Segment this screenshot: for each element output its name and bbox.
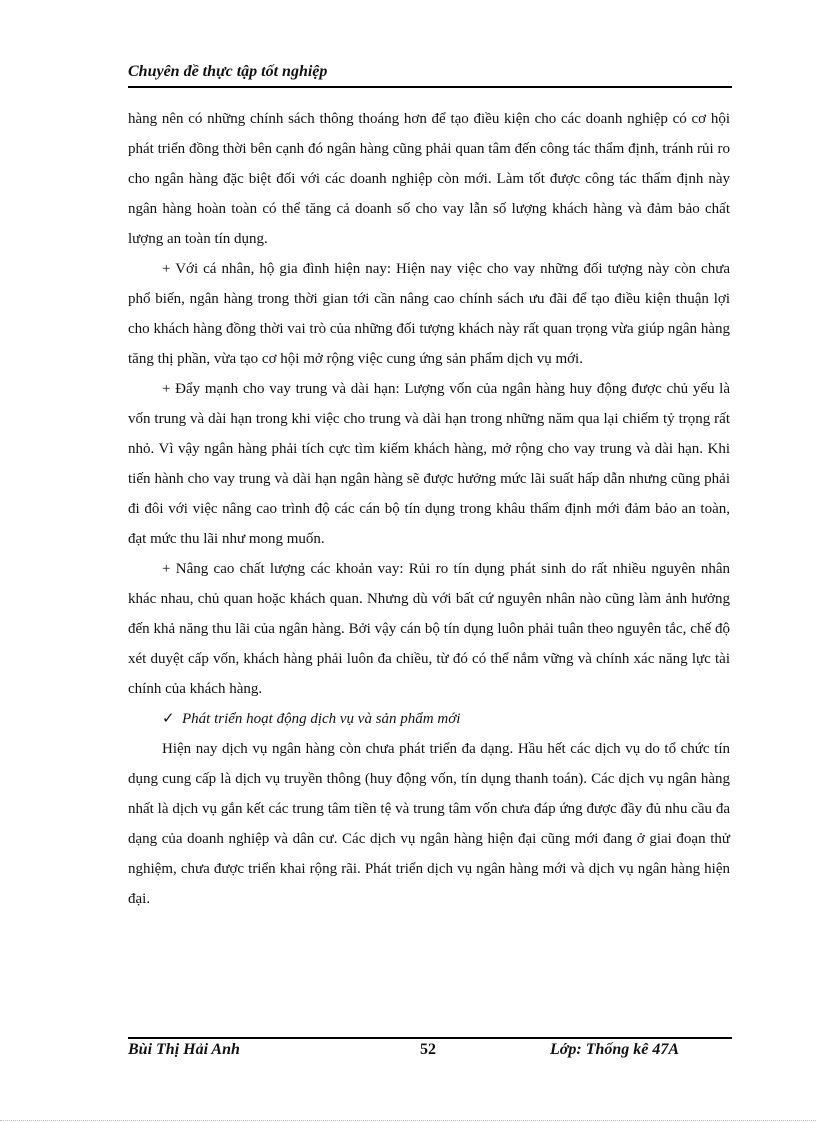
paragraph-continuation: hàng nên có những chính sách thông thoáng hơn để tạo điều kiện cho các doanh nghiệp có cơ hội phát triển đồng thời bên cạnh đó ngân hàng cũng phải quan tâm đến công tác thẩm định, tránh rủi ro cho ngân hàng đặc biệt đối với các doanh nghiệp còn mới. Làm tốt được công tác thẩm định này ngân hàng hoàn toàn có thể tăng cả doanh số cho vay lẫn số lượng khách hàng và đảm bảo chất lượng an toàn tín dụng.: [128, 111, 730, 247]
footer-author: Bùi Thị Hải Anh: [128, 1041, 240, 1058]
page-edge-divider: [0, 1120, 816, 1121]
section-heading: [128, 704, 730, 734]
section-heading-text: Phát triển hoạt động dịch vụ và sản phẩm mới: [182, 711, 461, 727]
paragraph-services: Hiện nay dịch vụ ngân hàng còn chưa phát triển đa dạng. Hầu hết các dịch vụ do tổ chức tín dụng cung cấp là dịch vụ truyền thông (huy động vốn, tín dụng thanh toán). Các dịch vụ ngân hàng nhất là dịch vụ gắn kết các trung tâm tiền tệ và trung tâm vốn chưa đáp ứng được đầy đủ nhu cầu đa dạng của doanh nghiệp và dân cư. Các dịch vụ ngân hàng hiện đại cũng mới đang ở giai đoạn thử nghiệm, chưa được triển khai rộng rãi. Phát triển dịch vụ ngân hàng mới và dịch vụ ngân hàng hiện đại.: [128, 741, 730, 907]
page-number: 52: [420, 1041, 436, 1058]
header-title: Chuyên đề thực tập tốt nghiệp: [128, 63, 328, 80]
paragraph-loan-quality: + Nâng cao chất lượng các khoản vay: Rủi ro tín dụng phát sinh do rất nhiều nguyên nhân khác nhau, chủ quan hoặc khách quan. Nhưng dù với bất cứ nguyên nhân nào cũng làm ảnh hưởng đến khả năng thu lãi của ngân hàng. Bởi vậy cán bộ tín dụng luôn phải tuân theo nguyên tắc, chế độ xét duyệt cấp vốn, khách hàng phải luôn đa chiều, từ đó có thể nắm vững và chính xác năng lực tài chính của khách hàng.: [128, 561, 730, 697]
footer-row: [128, 1041, 732, 1065]
footer-class: Lớp: Thống kê 47A: [550, 1041, 680, 1058]
footer-rule: [128, 1037, 732, 1039]
header-rule: [128, 86, 732, 88]
checkmark-icon: ✓: [162, 711, 175, 727]
page-footer: [128, 1037, 732, 1065]
page-header: [128, 62, 732, 88]
paragraph-long-term-loans: + Đẩy mạnh cho vay trung và dài hạn: Lượng vốn của ngân hàng huy động được chủ yếu là vốn trung và dài hạn trong khi việc cho trung và dài hạn trong những năm qua lại chiếm tỷ trọng rất nhỏ. Vì vậy ngân hàng phải tích cực tìm kiếm khách hàng, mở rộng cho vay trung và dài hạn. Khi tiến hành cho vay trung và dài hạn ngân hàng sẽ được hưởng mức lãi suất hấp dẫn nhưng cũng phải đi đôi với việc nâng cao trình độ các cán bộ tín dụng trong khâu thẩm định mới đảm bảo an toàn, đạt mức thu lãi như mong muốn.: [128, 381, 730, 547]
body-text: [128, 104, 730, 914]
paragraph-households: + Với cá nhân, hộ gia đình hiện nay: Hiện nay việc cho vay những đối tượng này còn chưa phổ biến, ngân hàng trong thời gian tới cần nâng cao chính sách ưu đãi để tạo điều kiện thuận lợi cho khách hàng đồng thời vai trò của những đối tượng khách này rất quan trọng vừa giúp ngân hàng tăng thị phần, vừa tạo cơ hội mở rộng việc cung ứng sản phẩm dịch vụ mới.: [128, 261, 730, 367]
